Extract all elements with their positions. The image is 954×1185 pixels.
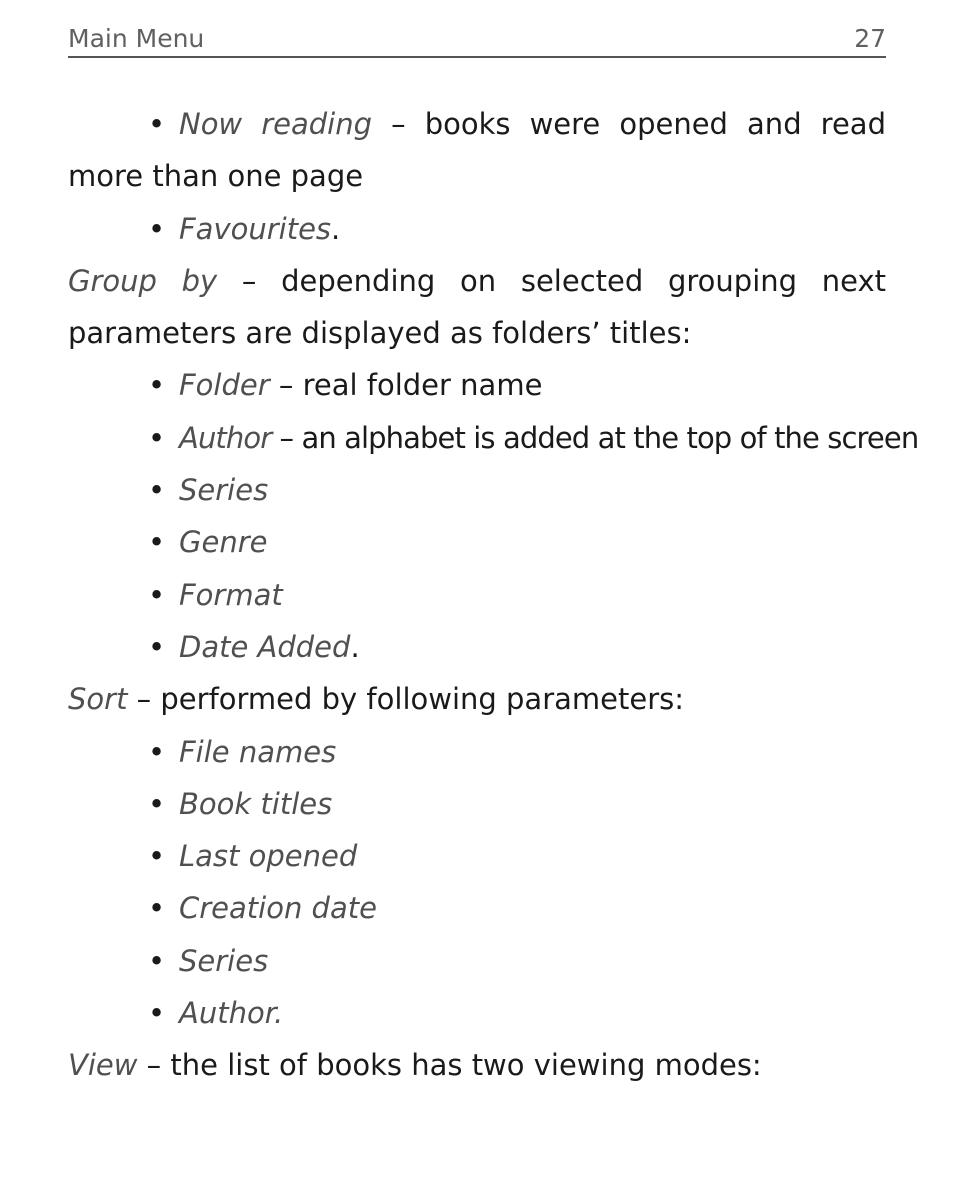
list-item xyxy=(68,987,886,1039)
list-item xyxy=(68,516,886,568)
group-by-desc: – depending on selected grouping next parameters are displayed as folders’ titles: xyxy=(68,263,886,351)
bullet-icon: • xyxy=(148,734,166,769)
list-item-desc: – books were opened and read more than one page xyxy=(68,107,886,194)
view-paragraph xyxy=(68,1039,886,1091)
view-desc: – the list of books has two viewing modes: xyxy=(137,1048,762,1083)
list-item xyxy=(68,98,886,203)
list-item xyxy=(68,412,919,464)
list-item-desc: – real folder name xyxy=(269,368,543,403)
list-item-term: Date Added xyxy=(179,629,351,664)
bullet-icon: • xyxy=(148,629,166,664)
list-item xyxy=(68,778,886,830)
sort-term: Sort xyxy=(68,682,128,717)
page-header xyxy=(68,22,886,58)
bullet-icon: • xyxy=(148,473,166,508)
bullet-icon: • xyxy=(148,211,166,246)
list-item xyxy=(68,464,886,516)
bullet-icon: • xyxy=(148,996,166,1031)
group-by-paragraph xyxy=(68,255,886,360)
list-item xyxy=(68,569,886,621)
view-term: View xyxy=(68,1048,138,1083)
list-item xyxy=(68,882,886,934)
list-item xyxy=(68,621,886,673)
bullet-icon: • xyxy=(148,891,166,926)
bullet-icon: • xyxy=(148,943,166,978)
list-item-term: Now reading xyxy=(179,107,373,141)
sort-desc: – performed by following parameters: xyxy=(127,682,685,717)
page-content xyxy=(68,98,919,1092)
list-item-desc: – an alphabet is added at the top of the screen xyxy=(271,420,919,455)
list-item-term: File names xyxy=(179,734,337,769)
list-item-term: Favourites xyxy=(179,211,332,246)
group-by-term: Group by xyxy=(68,263,218,298)
list-item-term: Series xyxy=(179,473,269,508)
list-item-term: Series xyxy=(179,943,269,978)
sort-paragraph xyxy=(68,673,886,725)
bullet-icon: • xyxy=(148,525,166,560)
list-item-term: Format xyxy=(179,577,283,612)
list-item-term: Last opened xyxy=(179,839,358,874)
list-item-term: Creation date xyxy=(179,891,377,926)
bullet-icon: • xyxy=(148,420,165,455)
list-item xyxy=(68,203,886,255)
list-item xyxy=(68,935,886,987)
list-item-desc: . xyxy=(350,629,360,664)
bullet-icon: • xyxy=(148,577,166,612)
page-number: 27 xyxy=(854,24,886,53)
section-title: Main Menu xyxy=(68,24,205,53)
list-item-term: Genre xyxy=(179,525,268,560)
bullet-icon: • xyxy=(148,368,166,403)
list-item-term: Folder xyxy=(179,368,270,403)
list-item-term: Author xyxy=(179,420,272,455)
list-item-desc: . xyxy=(331,211,341,246)
bullet-icon: • xyxy=(148,786,166,821)
bullet-icon: • xyxy=(148,107,166,141)
list-item-term: Book titles xyxy=(179,786,333,821)
list-item xyxy=(68,830,886,882)
bullet-icon: • xyxy=(148,839,166,874)
list-item xyxy=(68,359,886,411)
list-item xyxy=(68,726,886,778)
list-item-term: Author. xyxy=(179,996,284,1031)
